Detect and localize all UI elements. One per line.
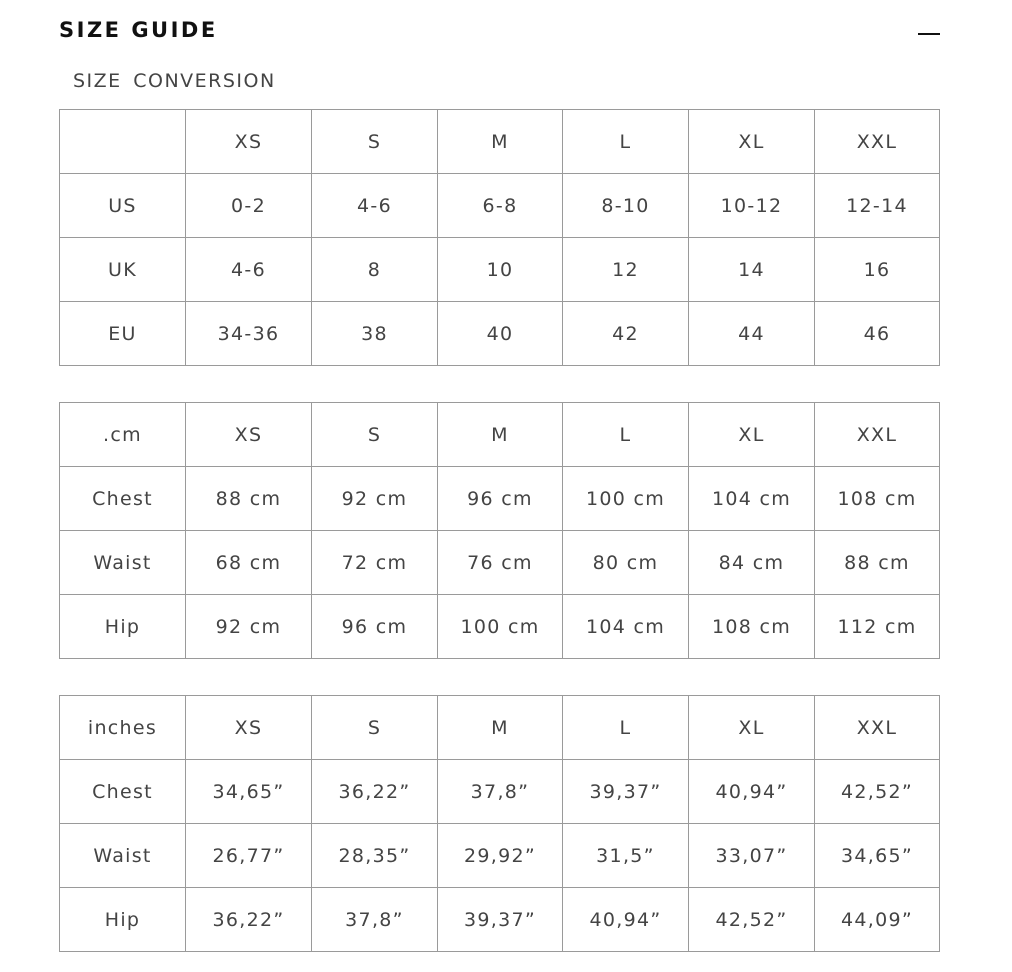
- table-cell: 42,52”: [689, 888, 815, 952]
- inches-measurement-table: [59, 695, 940, 952]
- header-cell: XL: [689, 110, 815, 174]
- table-cell: 39,37”: [563, 760, 689, 824]
- header-cell: XS: [186, 403, 312, 467]
- header-cell: M: [438, 110, 563, 174]
- table-cell: 14: [689, 238, 815, 302]
- table-cell: 37,8”: [312, 888, 438, 952]
- header-cell: L: [563, 696, 689, 760]
- table-cell: 46: [815, 302, 940, 366]
- row-label: UK: [60, 238, 186, 302]
- table-row: [60, 302, 940, 366]
- header-cell: XS: [186, 696, 312, 760]
- header-cell: [60, 110, 186, 174]
- table-cell: 8-10: [563, 174, 689, 238]
- row-label: Hip: [60, 888, 186, 952]
- table-cell: 16: [815, 238, 940, 302]
- table-cell: 42: [563, 302, 689, 366]
- table-row: [60, 467, 940, 531]
- table-cell: 44: [689, 302, 815, 366]
- table-cell: 100 cm: [563, 467, 689, 531]
- table-cell: 4-6: [312, 174, 438, 238]
- header-cell: XL: [689, 403, 815, 467]
- header-cell: S: [312, 403, 438, 467]
- row-label: Waist: [60, 824, 186, 888]
- table-cell: 38: [312, 302, 438, 366]
- table-cell: 76 cm: [438, 531, 563, 595]
- table-cell: 36,22”: [186, 888, 312, 952]
- size-conversion-table: [59, 109, 940, 366]
- header-cell: XXL: [815, 403, 940, 467]
- table-header-row: [60, 403, 940, 467]
- row-label: Hip: [60, 595, 186, 659]
- table-cell: 40: [438, 302, 563, 366]
- header-cell: L: [563, 403, 689, 467]
- table-cell: 39,37”: [438, 888, 563, 952]
- row-label: EU: [60, 302, 186, 366]
- table-cell: 100 cm: [438, 595, 563, 659]
- table-cell: 4-6: [186, 238, 312, 302]
- table-cell: 37,8”: [438, 760, 563, 824]
- minus-icon: [918, 33, 940, 35]
- header-cell: M: [438, 403, 563, 467]
- table-cell: 92 cm: [312, 467, 438, 531]
- header-cell: XS: [186, 110, 312, 174]
- table-cell: 36,22”: [312, 760, 438, 824]
- table-cell: 0-2: [186, 174, 312, 238]
- table-cell: 44,09”: [815, 888, 940, 952]
- table-cell: 40,94”: [689, 760, 815, 824]
- table-cell: 96 cm: [438, 467, 563, 531]
- header-cell: S: [312, 110, 438, 174]
- header-cell: L: [563, 110, 689, 174]
- table-cell: 72 cm: [312, 531, 438, 595]
- table-cell: 10-12: [689, 174, 815, 238]
- table-cell: 104 cm: [563, 595, 689, 659]
- table-cell: 34-36: [186, 302, 312, 366]
- table-cell: 40,94”: [563, 888, 689, 952]
- table-cell: 42,52”: [815, 760, 940, 824]
- header-cell: XL: [689, 696, 815, 760]
- table-row: [60, 824, 940, 888]
- table-cell: 33,07”: [689, 824, 815, 888]
- table-cell: 68 cm: [186, 531, 312, 595]
- header-cell: XXL: [815, 110, 940, 174]
- collapse-button[interactable]: [917, 22, 941, 46]
- table-cell: 88 cm: [186, 467, 312, 531]
- table-cell: 6-8: [438, 174, 563, 238]
- size-conversion-subtitle: SIZE CONVERSION: [73, 70, 276, 92]
- table-cell: 12: [563, 238, 689, 302]
- table-cell: 8: [312, 238, 438, 302]
- table-cell: 28,35”: [312, 824, 438, 888]
- table-header-row: [60, 110, 940, 174]
- centimeters-measurement-table: [59, 402, 940, 659]
- table-cell: 12-14: [815, 174, 940, 238]
- table-cell: 112 cm: [815, 595, 940, 659]
- table-cell: 84 cm: [689, 531, 815, 595]
- table-row: [60, 531, 940, 595]
- table-cell: 108 cm: [815, 467, 940, 531]
- table-row: [60, 760, 940, 824]
- table-cell: 104 cm: [689, 467, 815, 531]
- row-label: Chest: [60, 467, 186, 531]
- header-cell: XXL: [815, 696, 940, 760]
- table-header-row: [60, 696, 940, 760]
- table-row: [60, 595, 940, 659]
- table-cell: 10: [438, 238, 563, 302]
- unit-label: inches: [60, 696, 186, 760]
- header-cell: M: [438, 696, 563, 760]
- table-cell: 108 cm: [689, 595, 815, 659]
- table-cell: 88 cm: [815, 531, 940, 595]
- table-cell: 80 cm: [563, 531, 689, 595]
- size-guide-header: [59, 14, 941, 46]
- size-guide-title: SIZE GUIDE: [59, 18, 218, 42]
- row-label: US: [60, 174, 186, 238]
- table-cell: 34,65”: [186, 760, 312, 824]
- table-row: [60, 174, 940, 238]
- table-cell: 92 cm: [186, 595, 312, 659]
- table-cell: 29,92”: [438, 824, 563, 888]
- table-row: [60, 888, 940, 952]
- row-label: Chest: [60, 760, 186, 824]
- table-cell: 26,77”: [186, 824, 312, 888]
- table-cell: 34,65”: [815, 824, 940, 888]
- table-row: [60, 238, 940, 302]
- row-label: Waist: [60, 531, 186, 595]
- table-cell: 96 cm: [312, 595, 438, 659]
- table-cell: 31,5”: [563, 824, 689, 888]
- header-cell: S: [312, 696, 438, 760]
- unit-label: .cm: [60, 403, 186, 467]
